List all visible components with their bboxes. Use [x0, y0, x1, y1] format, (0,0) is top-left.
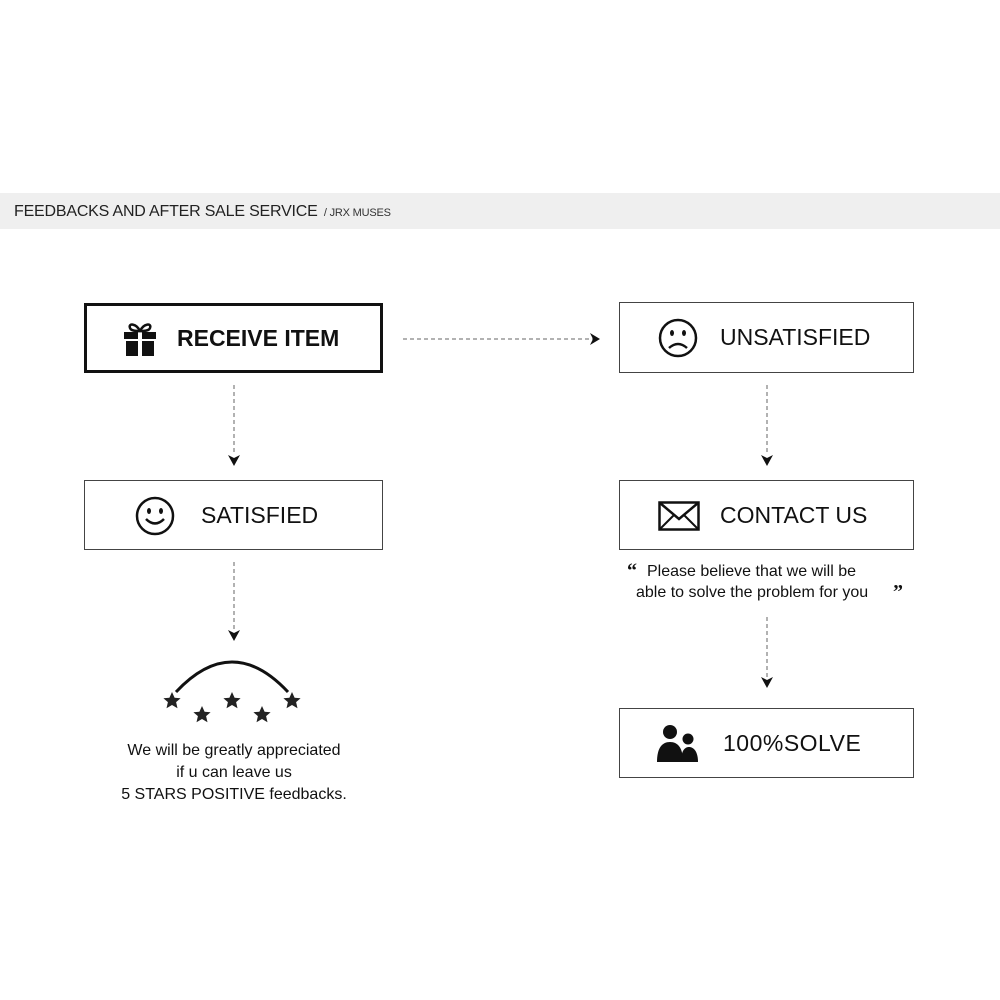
- solve-label: 100%SOLVE: [723, 729, 862, 756]
- rating-arc: [176, 662, 288, 692]
- envelope-icon: [658, 501, 700, 531]
- quote-open-mark: “: [627, 560, 637, 582]
- smile-face-icon: [135, 496, 175, 536]
- rating-line-1: We will be greatly appreciated: [127, 742, 341, 759]
- rating-stars: [163, 692, 300, 722]
- star-icon: [253, 706, 270, 722]
- sad-face-icon: [658, 318, 698, 358]
- quote-close-mark: ”: [893, 581, 903, 603]
- star-icon: [283, 692, 300, 708]
- solve-box: [619, 708, 914, 778]
- receive-item-box: [84, 303, 383, 373]
- satisfied-label: SATISFIED: [201, 501, 319, 528]
- unsatisfied-label: UNSATISFIED: [720, 324, 871, 350]
- star-icon: [193, 706, 210, 722]
- header-subtitle: / JRX MUSES: [323, 207, 391, 219]
- star-icon: [223, 692, 240, 708]
- receive-item-label: RECEIVE ITEM: [177, 324, 340, 351]
- people-icon: [656, 724, 700, 764]
- quote-line-1: Please believe that we will be: [647, 563, 857, 580]
- quote-line-2: able to solve the problem for you: [636, 584, 869, 601]
- rating-line-2: if u can leave us: [176, 764, 292, 781]
- rating-message: [84, 740, 384, 806]
- contact-us-box: [619, 480, 914, 550]
- rating-line-3: 5 STARS POSITIVE feedbacks.: [121, 786, 347, 803]
- unsatisfied-box: [619, 302, 914, 373]
- satisfied-box: [84, 480, 383, 550]
- header-title-text: FEEDBACKS AND AFTER SALE SERVICE: [14, 203, 318, 220]
- star-icon: [163, 692, 180, 708]
- contact-us-label: CONTACT US: [720, 501, 868, 528]
- gift-icon: [123, 321, 157, 357]
